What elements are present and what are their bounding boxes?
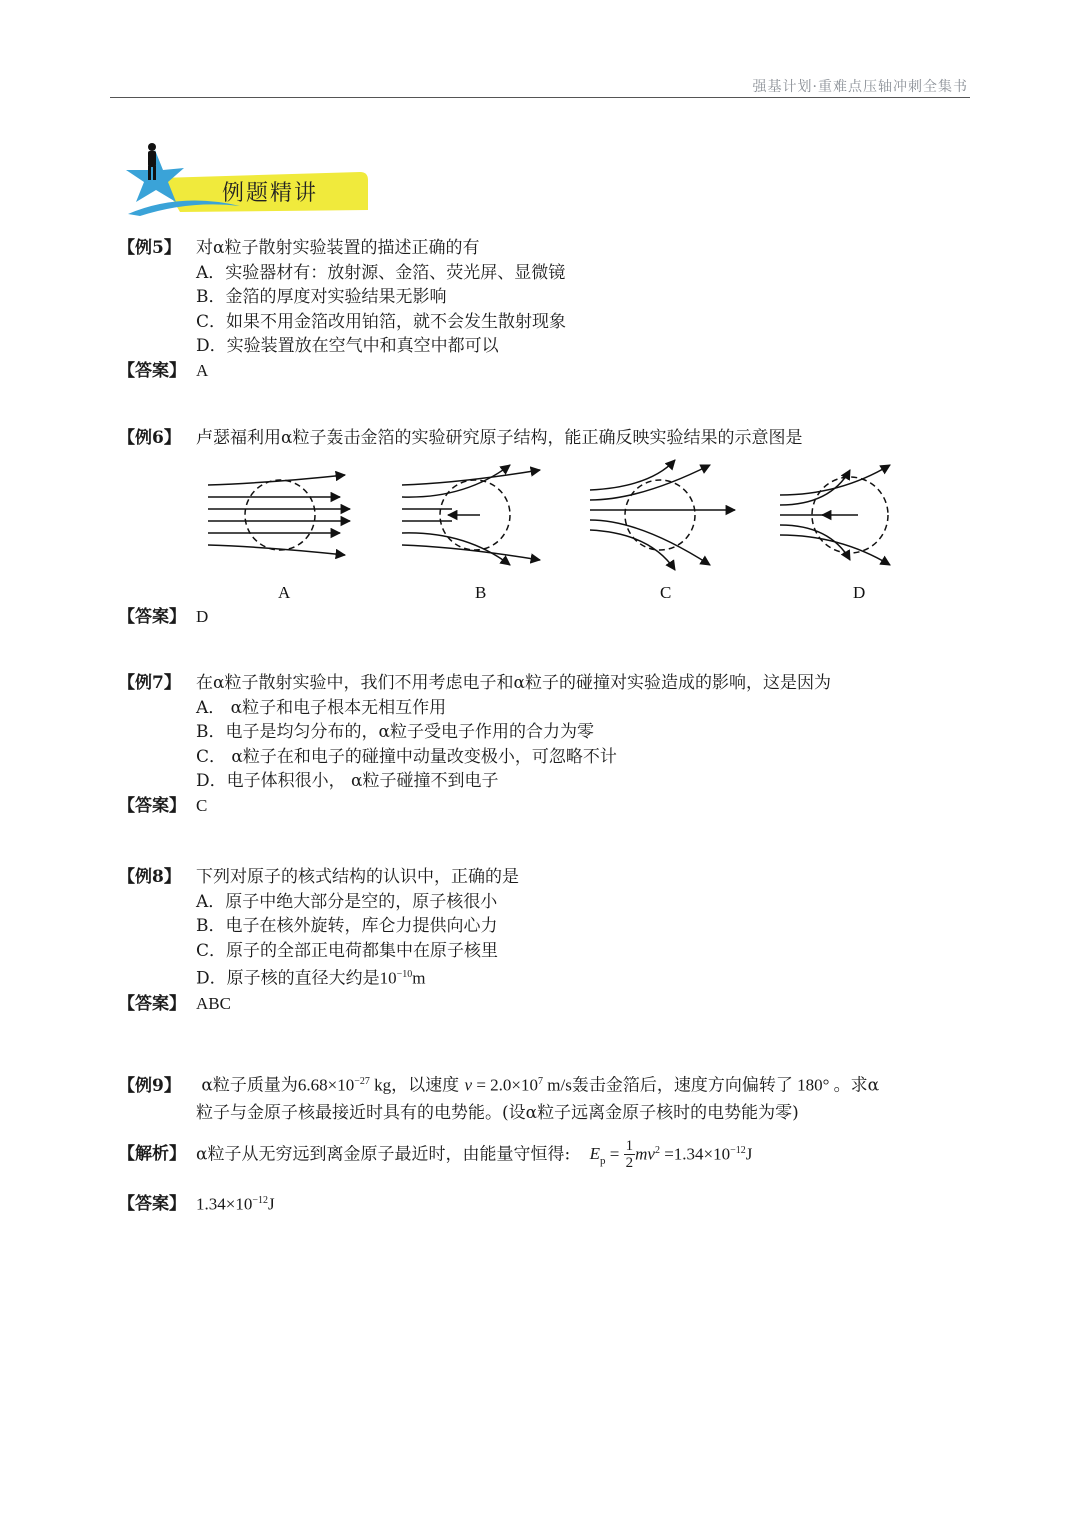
result-exponent: −12 (730, 1144, 746, 1156)
mass-exponent: −27 (354, 1076, 370, 1087)
diagram-c (590, 460, 735, 570)
analysis-text: α粒子从无穷远到离金原子最近时，由能量守恒得: (196, 1144, 571, 1165)
option-d: D．实验装置放在空气中和真空中都可以 (196, 336, 499, 357)
section-title: 例题精讲 (222, 181, 319, 206)
answer-tag: 【答案】 (118, 607, 186, 627)
question-stem: 在α粒子散射实验中，我们不用考虑电子和α粒子的碰撞对实验造成的影响，这是因为 (196, 673, 831, 693)
option-c: C．如果不用金箔改用铂箔，就不会发生散射现象 (196, 311, 567, 332)
option-b: B．金箔的厚度对实验结果无影响 (196, 287, 447, 308)
diagram-b (402, 465, 540, 565)
question-5 (118, 236, 566, 384)
scattering-diagrams (190, 455, 910, 605)
equals-sign: = (605, 1144, 624, 1164)
answer-tag: 【答案】 (118, 795, 186, 816)
header-rule (110, 97, 970, 98)
fraction-half (624, 1138, 636, 1171)
option-d-exponent: −10 (396, 969, 413, 981)
fraction-denominator: 2 (625, 1155, 634, 1172)
stem-line-2: 粒子与金原子核最接近时具有的电势能。(设α粒子远离金原子核时的电势能为零) (196, 1102, 799, 1123)
question-tag: 【例5】 (118, 238, 181, 258)
question-tag: 【例6】 (118, 428, 181, 448)
stem-part-3: 轰击金箔后，速度方向偏转了 (571, 1075, 793, 1096)
answer-tag: 【答案】 (118, 360, 186, 381)
answer-value: A (196, 360, 209, 380)
diagram-label-d: D (853, 583, 866, 602)
velocity-unit: m/s (543, 1075, 572, 1095)
velocity-symbol: v (464, 1075, 473, 1095)
answer-value: ABC (196, 993, 231, 1013)
analysis-tag: 【解析】 (118, 1144, 186, 1165)
answer-value: D (196, 607, 209, 626)
question-6 (118, 426, 802, 451)
option-a: A．原子中绝大部分是空的，原子核很小 (196, 891, 498, 912)
running-header: 强基计划·重难点压轴冲刺全集书 (752, 79, 968, 95)
question-stem: 卢瑟福利用α粒子轰击金箔的实验研究原子结构，能正确反映实验结果的示意图是 (196, 428, 803, 448)
diagram-label-b: B (475, 583, 487, 602)
option-d-unit: m (412, 969, 426, 989)
option-d (118, 963, 519, 991)
question-7 (118, 671, 831, 819)
stem-part-4: 。求α (833, 1075, 880, 1096)
option-c: C． α粒子在和电子的碰撞中动量改变极小，可忽略不计 (196, 746, 617, 767)
option-d-base: 10 (379, 969, 397, 989)
option-a: A． α粒子和电子根本无相互作用 (196, 697, 447, 718)
diagram-a (208, 475, 350, 555)
fraction-numerator: 1 (625, 1138, 634, 1155)
atom-outline (245, 480, 315, 550)
result-unit: J (745, 1144, 753, 1164)
question-tag: 【例7】 (118, 673, 181, 693)
option-d: D．电子体积很小， α粒子碰撞不到电子 (196, 771, 499, 792)
question-tag: 【例8】 (118, 867, 181, 887)
option-c: C．原子的全部正电荷都集中在原子核里 (196, 940, 499, 961)
mass-unit: kg (369, 1075, 392, 1095)
option-b: B．电子是均匀分布的，α粒子受电子作用的合力为零 (196, 722, 594, 743)
stem-part-2: ，以速度 (391, 1075, 465, 1096)
mv-exponent: 2 (654, 1144, 660, 1156)
diagram-label-a: A (278, 583, 291, 602)
stem-part-1: α粒子质量为 (196, 1075, 298, 1096)
question-6-answer (118, 605, 208, 630)
analysis-line (118, 1137, 879, 1175)
option-d-text: D．原子核的直径大约是 (196, 969, 380, 990)
answer-value: C (196, 795, 208, 815)
result-value: =1.34×10 (659, 1144, 731, 1164)
answer-unit: J (267, 1194, 275, 1214)
question-stem: 下列对原子的核式结构的认识中，正确的是 (196, 867, 519, 887)
diagram-d (780, 465, 890, 565)
question-stem: 对α粒子散射实验装置的描述正确的有 (196, 238, 480, 258)
diagram-label-c: C (660, 583, 672, 602)
question-9 (118, 1068, 879, 1218)
ep-symbol: E (589, 1144, 601, 1164)
mass-value: 6.68×10 (297, 1075, 355, 1095)
question-8 (118, 865, 519, 1016)
velocity-exponent: 7 (538, 1076, 544, 1087)
answer-tag: 【答案】 (118, 1194, 186, 1215)
answer-tag: 【答案】 (118, 993, 186, 1014)
option-a: A．实验器材有：放射源、金箔、荧光屏、显微镜 (196, 262, 566, 283)
ep-subscript: p (600, 1154, 606, 1167)
angle-value: 180° (792, 1075, 834, 1095)
option-b: B．电子在核外旋转，库仑力提供向心力 (196, 916, 498, 937)
answer-value: 1.34×10 (196, 1194, 253, 1214)
answer-exponent: −12 (252, 1194, 268, 1206)
velocity-value: = 2.0×10 (472, 1075, 539, 1095)
mv-term: mv (635, 1144, 655, 1164)
question-tag: 【例9】 (118, 1075, 181, 1096)
